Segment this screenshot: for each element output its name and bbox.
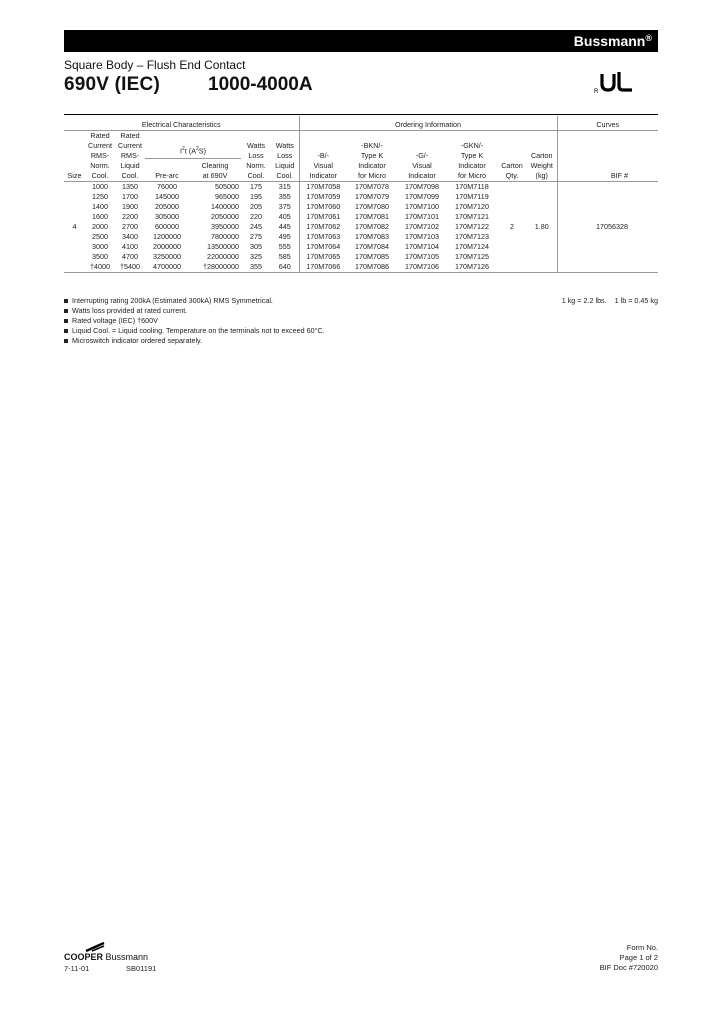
col-g-visual: -G/- Visual Indicator (397, 131, 447, 182)
cell-clr: 965000 (215, 192, 239, 201)
cell-bkn: 170M7078 (355, 182, 389, 191)
cell-wn: 175 (250, 182, 262, 191)
cell-clr: 1400000 (211, 202, 239, 211)
footer-doc-info (600, 943, 658, 973)
cell-gkn: 170M7123 (455, 232, 489, 241)
cell-wl: 405 (278, 212, 291, 221)
cell-g: 170M7100 (405, 202, 439, 211)
footer-code: SB01191 (126, 964, 157, 973)
group-curves: Curves (557, 116, 658, 131)
cell-pre: 145000 (155, 192, 179, 201)
cell-gkn: 170M7119 (455, 192, 489, 201)
cell-wl: 445 (278, 222, 291, 231)
cell-g: 170M7102 (405, 222, 439, 231)
cell-b: 170M7059 (299, 192, 347, 202)
cell-wn: 195 (250, 192, 262, 201)
voltage-heading: 690V (IEC) (64, 74, 160, 95)
svg-text:R: R (594, 89, 599, 94)
cooper-logo-icon (84, 942, 106, 952)
bullet-icon (64, 309, 68, 313)
i2t-label: $I^2t$ $(A^2S)$ (180, 145, 206, 155)
cell-wn: 245 (250, 222, 262, 231)
cell-wl: 375 (278, 202, 291, 211)
cell-pre: 205000 (155, 202, 179, 211)
cell-b: 170M7061 (299, 212, 347, 222)
bif-doc: BIF Doc #720020 (599, 963, 658, 972)
cell-wn: 220 (250, 212, 262, 221)
cell-gkn: 170M7125 (455, 252, 489, 261)
cell-wl: 355 (278, 192, 291, 201)
group-ordering: Ordering Information (299, 116, 557, 131)
bullet-icon (64, 329, 68, 333)
unit-conversion: 1 kg = 2.2 lbs. 1 lb = 0.45 kg (561, 296, 658, 305)
bif-cell: 17056328 (557, 182, 658, 273)
fuse-spec-table (64, 116, 658, 273)
amperage-heading: 1000-4000A (208, 74, 313, 95)
cell-gkn: 170M7121 (455, 212, 489, 221)
col-carton-weight: Carton Weight (kg) (527, 131, 557, 182)
cell-wn: 325 (250, 252, 262, 261)
cell-g: 170M7103 (405, 232, 439, 241)
col-carton-qty: Carton Qty. (497, 131, 527, 182)
cell-b: 170M7065 (299, 252, 347, 262)
cell-rl: 1900 (122, 202, 138, 211)
cell-b: 170M7064 (299, 242, 347, 252)
cell-rl: †5400 (115, 262, 145, 273)
column-header-row (64, 131, 658, 182)
cell-pre: 3250000 (153, 252, 181, 261)
cell-pre: 2000000 (153, 242, 181, 251)
cell-pre: 76000 (157, 182, 177, 191)
col-prearc: Pre-arc (155, 171, 179, 180)
cell-bkn: 170M7085 (355, 252, 389, 261)
cell-rn: 1000 (92, 182, 108, 191)
carton-weight-cell: 1.80 (527, 182, 557, 273)
cell-b: 170M7062 (299, 222, 347, 232)
cell-rl: 4100 (122, 242, 138, 251)
cell-rl: 3400 (122, 232, 138, 241)
cell-g: 170M7105 (405, 252, 439, 261)
col-gkn-micro: -GKN/- Type K Indicator for Micro (447, 131, 497, 182)
cell-gkn: 170M7120 (455, 202, 489, 211)
cell-bkn: 170M7086 (347, 262, 397, 273)
bullet-icon (64, 339, 68, 343)
cell-g: 170M7104 (405, 242, 439, 251)
cell-clr: 7800000 (211, 232, 239, 241)
cell-rn: 3500 (92, 252, 108, 261)
cell-clr: †28000000 (189, 262, 241, 273)
cell-pre: 4700000 (145, 262, 189, 273)
bullet-icon (64, 299, 68, 303)
table-row (64, 182, 658, 193)
cell-clr: 13500000 (207, 242, 239, 251)
cell-bkn: 170M7082 (355, 222, 389, 231)
cell-wn: 205 (250, 202, 262, 211)
col-clearing: Clearing at 690V (201, 161, 229, 180)
group-electrical: Electrical Characteristics (64, 116, 299, 131)
cell-wl: 495 (278, 232, 291, 241)
carton-qty-cell: 2 (497, 182, 527, 273)
table-top-rule (64, 114, 658, 115)
col-watts-liquid: Watts Loss Liquid Cool. (271, 131, 299, 182)
cell-wn: 355 (241, 262, 271, 273)
col-size: Size (64, 131, 85, 182)
cell-rl: 1700 (122, 192, 138, 201)
cell-clr: 2050000 (211, 212, 239, 221)
col-i2t (145, 131, 241, 182)
cell-pre: 1200000 (153, 232, 181, 241)
cell-rn: †4000 (85, 262, 115, 273)
cell-bkn: 170M7079 (355, 192, 389, 201)
cell-gkn: 170M7118 (455, 182, 489, 191)
cell-b: 170M7060 (299, 202, 347, 212)
cell-bkn: 170M7081 (355, 212, 389, 221)
col-watts-norm: Watts Loss Norm. Cool. (241, 131, 271, 182)
page-number: Page 1 of 2 (619, 953, 658, 962)
ul-recognized-icon (594, 70, 638, 94)
cell-g: 170M7098 (405, 182, 439, 191)
note-3: Rated voltage (IEC) †600V (64, 316, 158, 325)
header-banner (64, 30, 658, 52)
cell-g: 170M7099 (405, 192, 439, 201)
cell-b: 170M7063 (299, 232, 347, 242)
cell-wn: 275 (250, 232, 262, 241)
cell-clr: 22000000 (207, 252, 239, 261)
cell-g: 170M7106 (397, 262, 447, 273)
note-5: Microswitch indicator ordered separately. (64, 336, 202, 345)
cell-bkn: 170M7080 (355, 202, 389, 211)
cell-clr: 505000 (215, 182, 239, 191)
bullet-icon (64, 319, 68, 323)
note-1: Interrupting rating 200kA (Estimated 300kA) RMS Symmetrical. (64, 296, 273, 305)
cell-wl: 585 (278, 252, 291, 261)
cell-rn: 2000 (92, 222, 108, 231)
cell-pre: 600000 (155, 222, 179, 231)
brand-name: Bussmann® (573, 33, 652, 49)
cell-rn: 3000 (92, 242, 108, 251)
col-b-visual: -B/- Visual Indicator (299, 131, 347, 182)
cell-rn: 1400 (92, 202, 108, 211)
cell-rl: 2700 (122, 222, 138, 231)
cell-g: 170M7101 (405, 212, 439, 221)
product-subtitle: Square Body – Flush End Contact (64, 58, 246, 72)
col-rated-norm: Rated Current RMS- Norm. Cool. (85, 131, 115, 182)
cell-gkn: 170M7124 (455, 242, 489, 251)
cell-pre: 305000 (155, 212, 179, 221)
cell-rn: 1600 (92, 212, 108, 221)
cell-gkn: 170M7122 (455, 222, 489, 231)
size-cell: 4 (64, 182, 85, 273)
cell-bkn: 170M7083 (355, 232, 389, 241)
col-bif: BIF # (557, 131, 658, 182)
cell-b: 170M7058 (299, 182, 347, 193)
group-header-row (64, 116, 658, 131)
table-body (64, 182, 658, 273)
note-2: Watts loss provided at rated current. (64, 306, 187, 315)
col-rated-liquid: Rated Current RMS- Liquid Cool. (115, 131, 145, 182)
cell-clr: 3950000 (211, 222, 239, 231)
footer-date: 7-11-01 (64, 964, 90, 973)
cell-wl: 555 (278, 242, 291, 251)
cell-bkn: 170M7084 (355, 242, 389, 251)
col-bkn-micro: -BKN/- Type K Indicator for Micro (347, 131, 397, 182)
cell-wl: 315 (278, 182, 291, 191)
cell-wl: 640 (271, 262, 299, 273)
cell-rn: 2500 (92, 232, 108, 241)
cell-rl: 4700 (122, 252, 138, 261)
note-4: Liquid Cool. = Liquid cooling. Temperature on the terminals not to exceed 60°C. (64, 326, 325, 335)
cell-rl: 2200 (122, 212, 138, 221)
form-no: Form No. (626, 943, 658, 952)
cell-rn: 1250 (92, 192, 108, 201)
cell-gkn: 170M7126 (447, 262, 497, 273)
cell-rl: 1350 (122, 182, 138, 191)
cell-b: 170M7066 (299, 262, 347, 273)
cell-wn: 305 (250, 242, 262, 251)
